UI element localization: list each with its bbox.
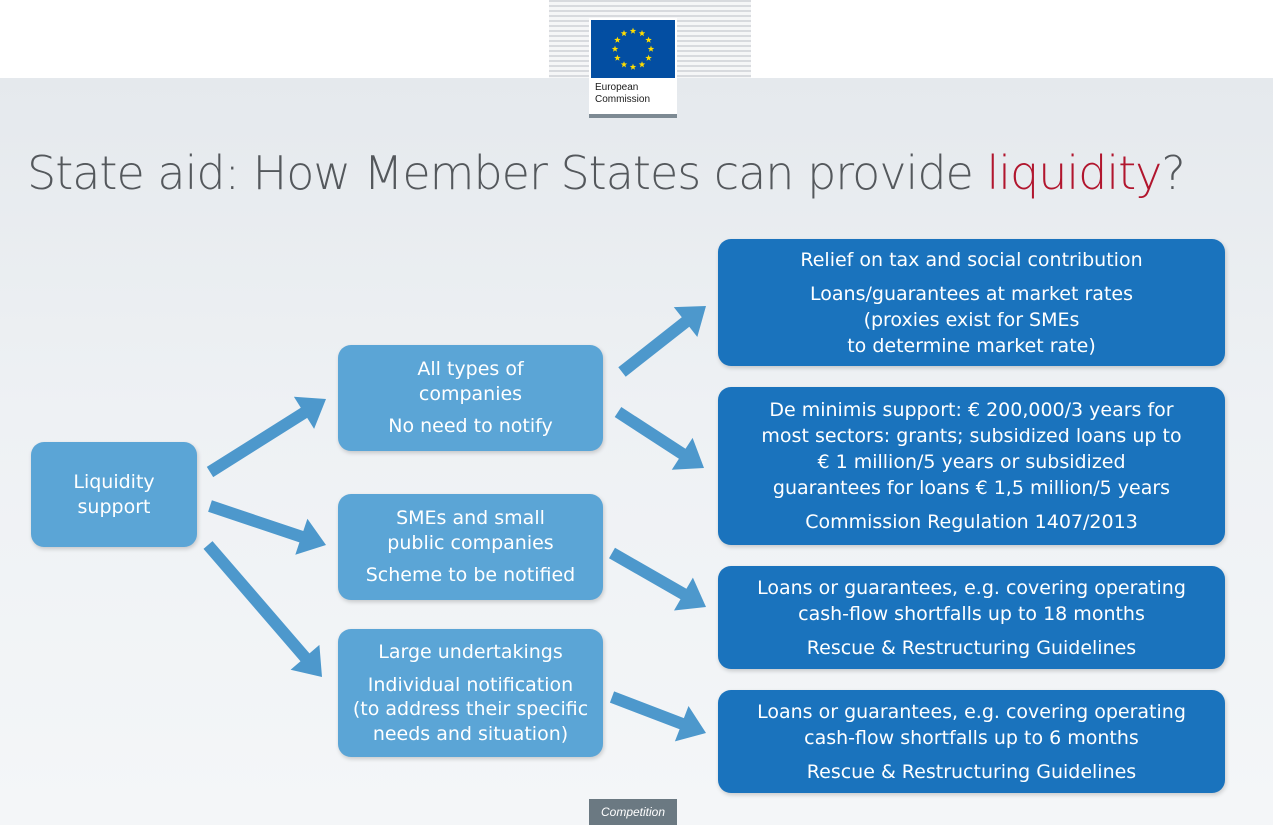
title-highlight: liquidity xyxy=(986,146,1162,200)
root-node-label: Liquidity support xyxy=(73,471,155,518)
measure-line1: Relief on tax and social contribution xyxy=(800,248,1143,271)
root-node-liquidity-support xyxy=(31,442,197,547)
measure-line1: De minimis support: € 200,000/3 years for most sectors: grants; subsidized loans up to € 1 million/5 years or subsidized guarantees for loans € 1,5 million/5 years xyxy=(761,399,1182,499)
footer-competition-tag: Competition xyxy=(589,799,677,825)
category-note: No need to notify xyxy=(388,415,553,438)
flow-arrow-4 xyxy=(618,306,706,377)
measure-6-months xyxy=(718,690,1225,793)
category-large-undertakings xyxy=(338,629,603,757)
title-prefix: State aid: How Member States can provide xyxy=(27,146,987,200)
measure-line2: Rescue & Restructuring Guidelines xyxy=(806,636,1137,659)
category-smes xyxy=(338,494,603,600)
flow-arrow-7 xyxy=(610,691,706,741)
category-title: Large undertakings xyxy=(378,641,563,663)
measure-line2: Commission Regulation 1407/2013 xyxy=(805,511,1138,533)
category-title: SMEs and small public companies xyxy=(387,507,554,554)
measure-18-months xyxy=(718,566,1225,669)
flow-arrow-6 xyxy=(609,548,706,611)
category-note: Individual notification (to address their specific needs and situation) xyxy=(352,673,589,745)
flow-arrow-5 xyxy=(615,407,704,470)
title-suffix: ? xyxy=(1161,146,1185,200)
measure-de-minimis xyxy=(718,387,1225,545)
logo-text: European Commission xyxy=(595,82,651,105)
measure-line2: Loans/guarantees at market rates (proxies exist for SMEs to determine market rate) xyxy=(810,282,1133,357)
measure-tax-relief xyxy=(718,239,1225,366)
measure-line1: Loans or guarantees, e.g. covering operating cash-flow shortfalls up to 18 months xyxy=(757,576,1186,625)
flow-arrow-1 xyxy=(207,397,326,477)
measure-line1: Loans or guarantees, e.g. covering operating cash-flow shortfalls up to 6 months xyxy=(757,700,1186,749)
flow-arrow-3 xyxy=(204,541,323,677)
measure-line2: Rescue & Restructuring Guidelines xyxy=(806,760,1137,783)
flow-arrow-2 xyxy=(208,500,326,554)
category-note: Scheme to be notified xyxy=(365,564,576,587)
category-all-companies xyxy=(338,345,603,451)
category-title: All types of companies xyxy=(417,358,524,405)
